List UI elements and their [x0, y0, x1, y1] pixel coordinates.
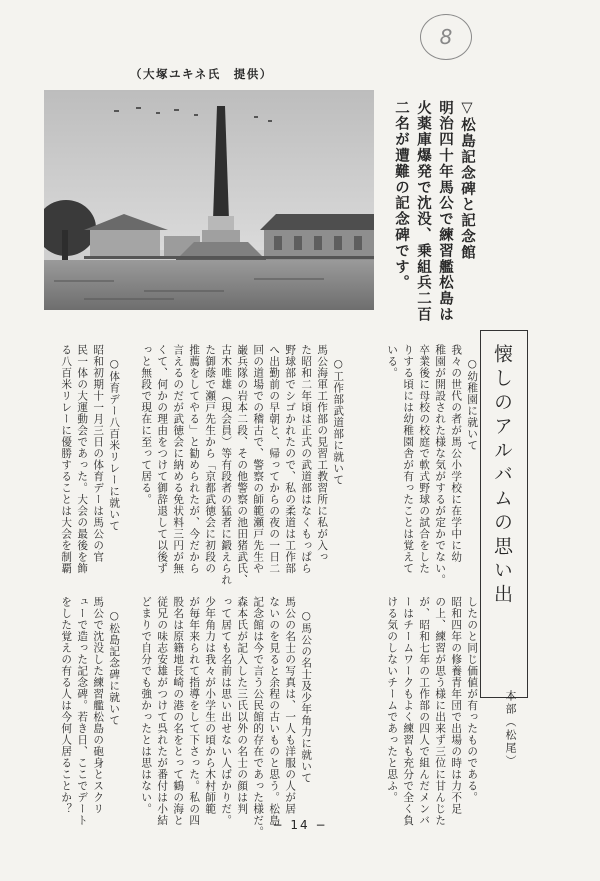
- text-column: へ出勤前の早朝と、帰ってからの夜の一日二: [268, 344, 281, 574]
- text-column: りする頃には幼稚園舎が有ったことは覚えて: [402, 344, 415, 574]
- text-column: 古木唯雄（現会員）等有段者の猛者に鍛えられ: [220, 344, 233, 586]
- photo-illustration: [44, 90, 374, 310]
- text-column: 言えるのだが武徳会に納める免状料三円が無: [172, 344, 185, 574]
- caption-line: 二名が遭難の記念碑です。: [393, 100, 409, 291]
- text-column: 野球部でシゴかれたので、私の柔道は工作部: [284, 344, 297, 574]
- text-column: の上、練習が思う様に出来ず三位に甘んじた: [434, 596, 447, 826]
- historical-photo: [44, 90, 374, 310]
- page-mark: 8: [420, 14, 472, 60]
- text-column: 民一体の大運動会であった。大会の最後を飾: [76, 344, 89, 574]
- text-column: 巌兵隊の岩本二段、その他警察の池田猪武氏、: [236, 344, 249, 586]
- photo-credit: （大塚ユキネ氏 提供）: [130, 67, 273, 81]
- text-column: 我々の世代の者が馬公小学校に在学中に幼: [450, 344, 463, 563]
- text-column: くて、何かの理由をつけて御辞退して以後ず: [156, 344, 169, 574]
- text-column: 従兄の味志安雄がつけて呉れたが番付は小結: [156, 596, 169, 826]
- text-column: る八百米リレーに優勝することは大会を制覇: [60, 344, 73, 574]
- text-column: 股名は原籍地長崎の港の名をとって鶴の海と: [172, 596, 185, 826]
- section-heading: ○松島記念碑に就いて: [108, 610, 121, 727]
- text-column: 卒業後に母校の校庭で軟式野球の試合をした: [418, 344, 431, 574]
- text-column: た昭和二年頃は正式の武道部はなくもっぱら: [300, 344, 313, 574]
- text-column: た御蔭で瀬戸先生から「京都武徳会に初段の: [204, 344, 217, 574]
- caption-line: 火薬庫爆発で沈没、乗組兵二百: [415, 100, 431, 323]
- text-column: 推薦をしてやる」と勧められたが、今だから: [188, 344, 201, 574]
- section-heading: ○馬公の名士及少年角力に就いて: [300, 610, 313, 784]
- section-heading: ○体育デー八百米リレーに就いて: [108, 358, 121, 532]
- photo-caption: [390, 100, 478, 323]
- text-column: って居ても名前は思い出せない人ばかりだ。: [220, 596, 233, 826]
- text-column: いる。: [386, 344, 399, 379]
- text-column: 森本氏が記入した三氏以外の名士の顔は判: [236, 596, 249, 815]
- text-column: が、昭和七年の工作部の四人で組んだメンバ: [418, 596, 431, 826]
- text-column: ないのを見ると余程の古いものと思う。松島: [268, 596, 281, 826]
- author: 本部（松尾）: [504, 690, 517, 768]
- page-number: − 14 −: [272, 818, 328, 832]
- album-title: 懐しのアルバムの思い出: [491, 344, 513, 608]
- caption-line: 明治四十年馬公で練習艦松島は: [437, 100, 453, 323]
- text-column: どまりで自分でも強かったとは思はない。: [140, 596, 153, 815]
- text-column: が毎年来られて指導をして下さった。私の四: [188, 596, 201, 826]
- text-column: 昭和初期十一月三日の体育デーは馬公の官: [92, 344, 105, 563]
- text-column: ューで造った記念碑。若き日、ここでデート: [76, 596, 89, 826]
- text-column: ーはチームワークもよく練習も充分で全く負: [402, 596, 415, 826]
- text-column: したのと同じ価値が有ったものである。: [466, 596, 479, 803]
- text-column: 少年角力は我々が小学生の頃から木村師範: [204, 596, 217, 815]
- text-column: 馬公の名士の写真は、一人も洋服の人が居: [284, 596, 297, 815]
- text-column: 記念館は今で言う公民館的存在であった様だ。: [252, 596, 265, 838]
- section-heading: ○工作部武道部に就いて: [332, 358, 345, 486]
- text-column: をした覚えの有る人は今何人居ることか？: [60, 596, 73, 815]
- text-column: っと無段で現在に至って居る。: [140, 344, 153, 505]
- text-column: 回の道場での稽古で、警察の師範瀬戸先生や: [252, 344, 265, 574]
- section-heading: ○幼稚園に就いて: [466, 358, 479, 452]
- text-column: 馬公で沈没した練習艦松島の砲身とスクリ: [92, 596, 105, 815]
- caption-line: ▽松島記念碑と記念館: [459, 100, 475, 261]
- text-column: 馬公海軍工作部の見習工教習所に私が入っ: [316, 344, 329, 563]
- text-column: 稚園が開設された様な気がするが定かでない。: [434, 344, 447, 586]
- text-column: 昭和四年の修養青年団で出場の時は力不足: [450, 596, 463, 815]
- text-column: ける気のしないチームであったと思ふ。: [386, 596, 399, 803]
